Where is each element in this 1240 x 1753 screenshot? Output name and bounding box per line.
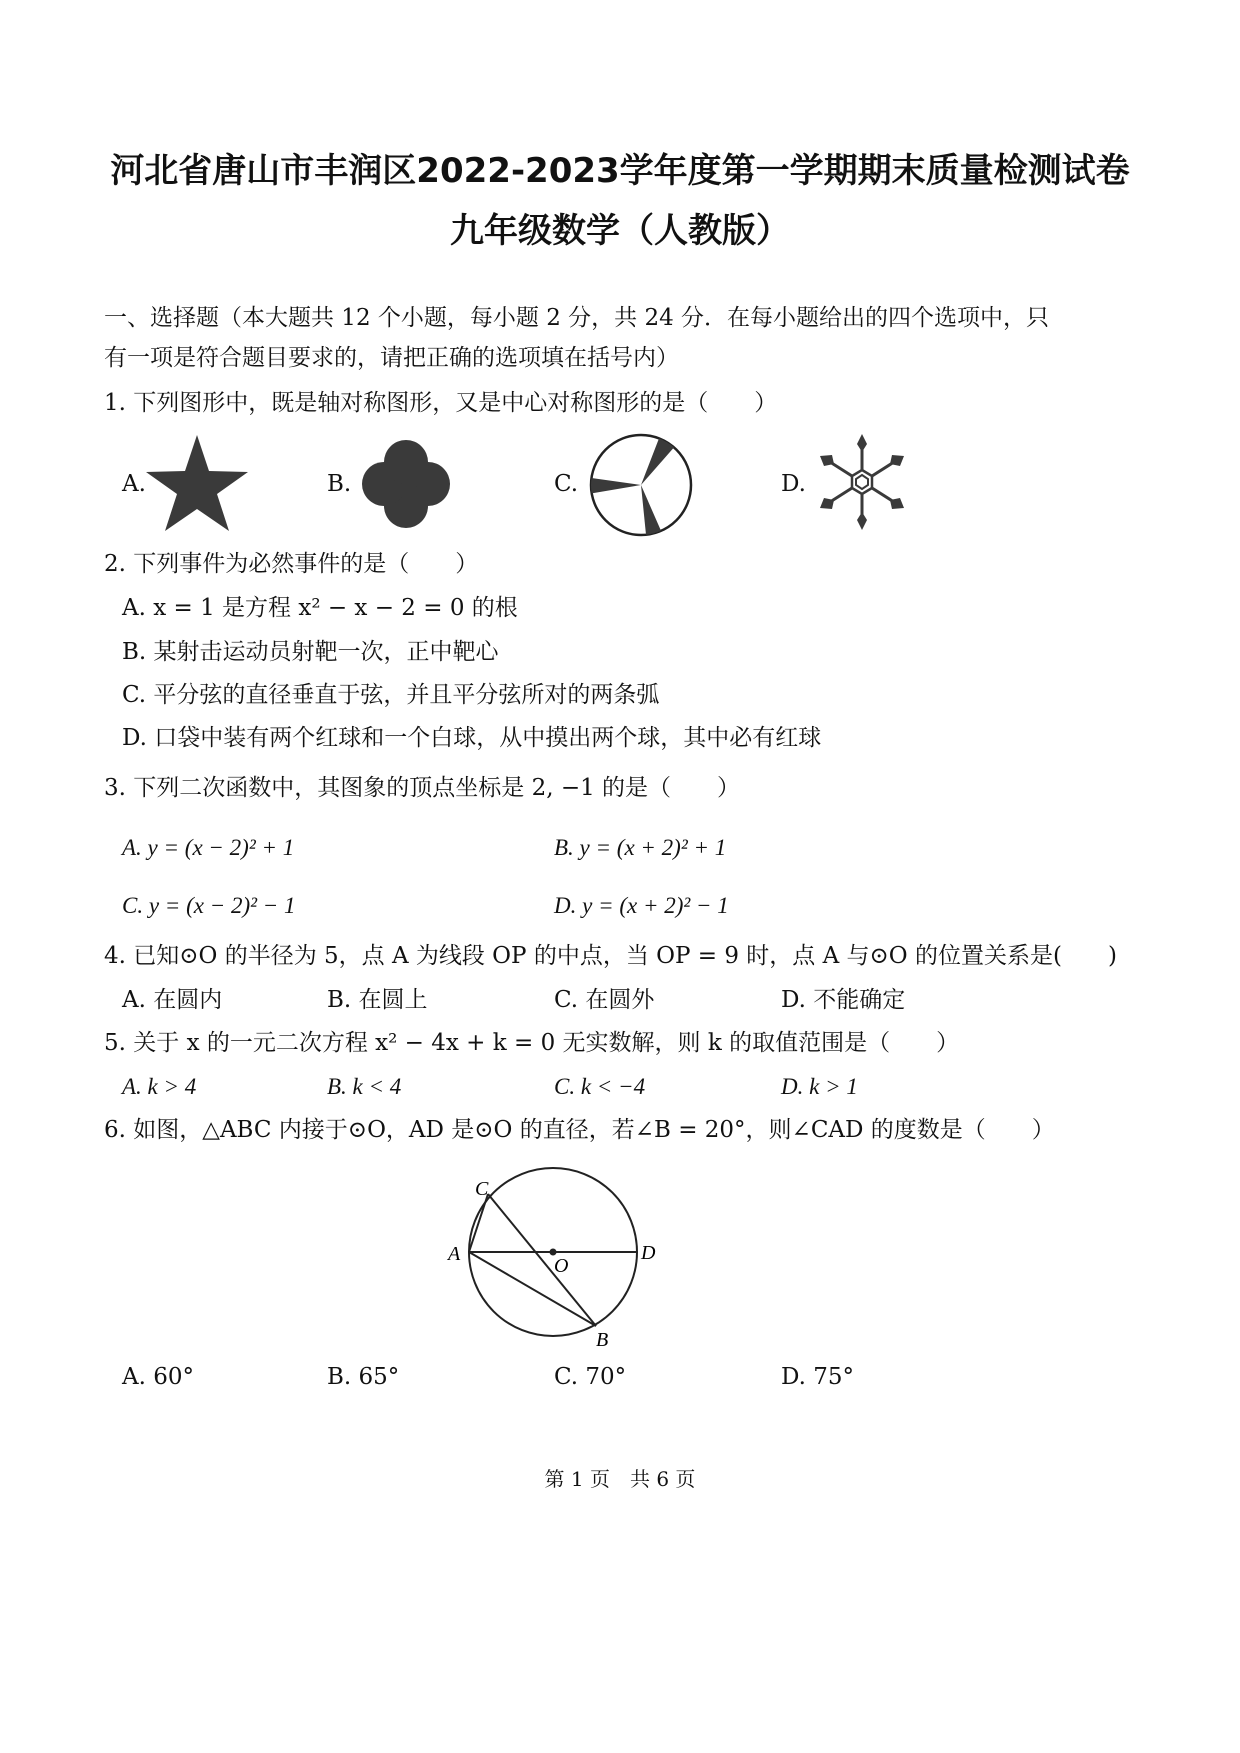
q4-option-c: C. 在圆外 [554,987,655,1013]
star-figure [145,435,250,535]
q1-option-c-label: C. [554,471,579,497]
snowflake-figure [817,432,907,532]
q4-option-a: A. 在圆内 [122,987,223,1013]
q3-option-a: A. y = (x − 2)² + 1 [122,835,295,860]
q1-stem: 1. 下列图形中，既是轴对称图形，又是中心对称图形的是（ ） [104,390,778,416]
q4-stem: 4. 已知⊙O 的半径为 5，点 A 为线段 OP 的中点，当 OP = 9 时，点 A 与⊙O 的位置关系是( ) [104,943,1117,969]
q4-option-b: B. 在圆上 [327,987,428,1013]
q4-option-d: D. 不能确定 [781,987,906,1013]
q6-option-b: B. 65° [327,1364,400,1390]
page-number: 第 1 页 共 6 页 [544,1467,696,1491]
q5-option-d: D. k > 1 [781,1074,858,1099]
q6-circle-figure [440,1160,680,1360]
q2-option-b: B. 某射击运动员射靶一次，正中靶心 [122,639,499,665]
q1-option-b-label: B. [327,471,352,497]
q5-option-b: B. k < 4 [327,1074,402,1099]
q6-option-d: D. 75° [781,1364,855,1390]
section-heading-line2: 有一项是符合题目要求的，请把正确的选项填在括号内） [104,345,679,371]
q6-label-b: B [596,1329,609,1351]
q6-stem: 6. 如图，△ABC 内接于⊙O，AD 是⊙O 的直径，若∠B = 20°，则∠CAD 的度数是（ ） [104,1117,1055,1143]
q3-option-b: B. y = (x + 2)² + 1 [554,835,727,860]
q2-option-c: C. 平分弦的直径垂直于弦，并且平分弦所对的两条弧 [122,682,660,708]
q6-label-o: O [554,1255,569,1277]
q6-option-a: A. 60° [122,1364,194,1390]
q6-chord-ac [469,1194,488,1252]
q5-option-a: A. k > 4 [122,1074,197,1099]
q1-option-d-label: D. [781,471,806,497]
q6-label-a: A [448,1243,461,1265]
q3-option-d: D. y = (x + 2)² − 1 [554,893,729,918]
section-heading-line1: 一、选择题（本大题共 12 个小题，每小题 2 分，共 24 分．在每小题给出的四个选项中，只 [104,305,1050,331]
q5-stem: 5. 关于 x 的一元二次方程 x² − 4x + k = 0 无实数解，则 k 的取值范围是（ ） [104,1030,960,1056]
q6-chord-cb [488,1194,596,1326]
q6-chord-ab [469,1252,596,1326]
q6-option-c: C. 70° [554,1364,627,1390]
q3-stem: 3. 下列二次函数中，其图象的顶点坐标是 2, −1 的是（ ） [104,775,741,801]
exam-title: 河北省唐山市丰润区2022-2023学年度第一学期期末质量检测试卷 [110,151,1130,191]
q6-label-c: C [475,1178,489,1200]
q5-option-c: C. k < −4 [554,1074,646,1099]
q6-label-d: D [641,1242,656,1264]
q2-option-d: D. 口袋中装有两个红球和一个白球，从中摸出两个球，其中必有红球 [122,725,822,751]
q2-option-a: A. x = 1 是方程 x² − x − 2 = 0 的根 [122,595,518,621]
pinwheel-figure [360,438,452,530]
circle-sectors-figure [588,432,694,538]
q1-option-a-label: A. [122,471,146,497]
exam-subtitle: 九年级数学（人教版） [450,211,790,251]
q2-stem: 2. 下列事件为必然事件的是（ ） [104,551,479,577]
q3-option-c: C. y = (x − 2)² − 1 [122,893,296,918]
